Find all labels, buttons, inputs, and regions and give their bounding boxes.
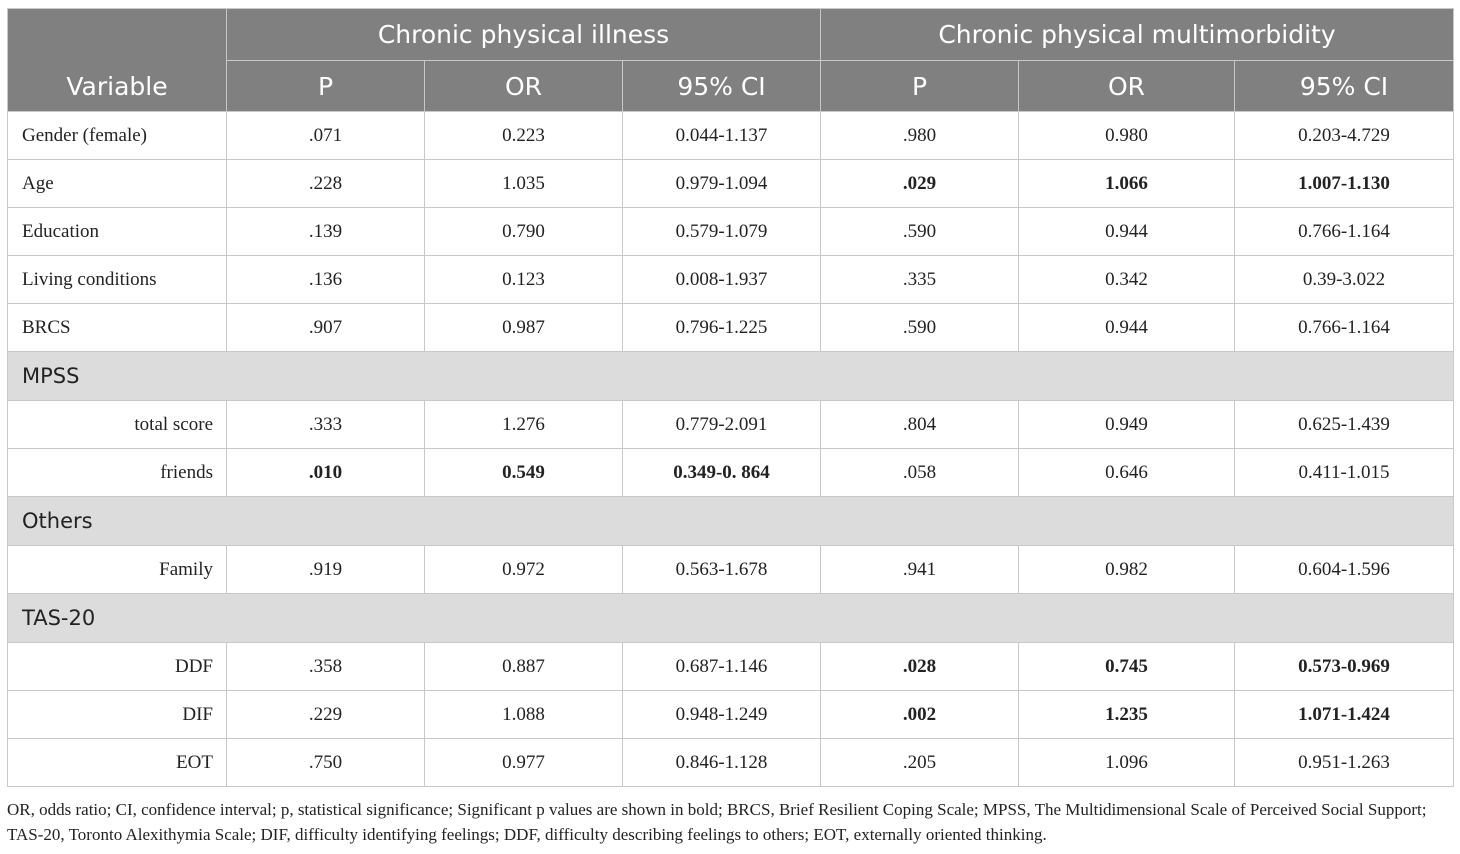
cell-p-illness: .139 bbox=[227, 208, 425, 256]
cell-or-multi: 0.982 bbox=[1019, 546, 1235, 594]
row-label: friends bbox=[8, 449, 227, 497]
cell-p-multi: .002 bbox=[821, 691, 1019, 739]
cell-ci-multi: 0.766-1.164 bbox=[1235, 304, 1454, 352]
cell-or-illness: 0.223 bbox=[425, 112, 623, 160]
cell-ci-illness: 0.687-1.146 bbox=[623, 643, 821, 691]
results-table bbox=[7, 8, 1454, 787]
variable-header: Variable bbox=[8, 9, 227, 112]
col-header-p: P bbox=[821, 61, 1019, 112]
cell-or-illness: 0.790 bbox=[425, 208, 623, 256]
cell-ci-multi: 0.203-4.729 bbox=[1235, 112, 1454, 160]
cell-ci-multi: 0.411-1.015 bbox=[1235, 449, 1454, 497]
cell-ci-illness: 0.008-1.937 bbox=[623, 256, 821, 304]
col-header-or: OR bbox=[425, 61, 623, 112]
cell-or-multi: 0.944 bbox=[1019, 304, 1235, 352]
row-label: Education bbox=[8, 208, 227, 256]
cell-or-illness: 0.549 bbox=[425, 449, 623, 497]
cell-ci-illness: 0.044-1.137 bbox=[623, 112, 821, 160]
group-header-illness: Chronic physical illness bbox=[227, 9, 821, 61]
section-label-others: Others bbox=[8, 497, 1454, 546]
table-row bbox=[8, 304, 1454, 352]
cell-p-multi: .980 bbox=[821, 112, 1019, 160]
cell-p-multi: .804 bbox=[821, 401, 1019, 449]
table-row bbox=[8, 691, 1454, 739]
cell-or-illness: 0.977 bbox=[425, 739, 623, 787]
cell-ci-multi: 0.625-1.439 bbox=[1235, 401, 1454, 449]
cell-p-multi: .590 bbox=[821, 304, 1019, 352]
row-label: BRCS bbox=[8, 304, 227, 352]
cell-or-multi: 0.980 bbox=[1019, 112, 1235, 160]
cell-p-multi: .029 bbox=[821, 160, 1019, 208]
section-row bbox=[8, 352, 1454, 401]
table-body bbox=[8, 112, 1454, 787]
results-table-container bbox=[7, 8, 1453, 787]
row-label: Gender (female) bbox=[8, 112, 227, 160]
table-row bbox=[8, 643, 1454, 691]
table-row bbox=[8, 449, 1454, 497]
row-label: EOT bbox=[8, 739, 227, 787]
cell-or-illness: 1.035 bbox=[425, 160, 623, 208]
section-label-mpss: MPSS bbox=[8, 352, 1454, 401]
cell-ci-illness: 0.349-0. 864 bbox=[623, 449, 821, 497]
row-label: DDF bbox=[8, 643, 227, 691]
col-header-ci: 95% CI bbox=[623, 61, 821, 112]
cell-p-illness: .358 bbox=[227, 643, 425, 691]
cell-ci-illness: 0.846-1.128 bbox=[623, 739, 821, 787]
cell-or-illness: 1.088 bbox=[425, 691, 623, 739]
row-label: Living conditions bbox=[8, 256, 227, 304]
cell-p-multi: .205 bbox=[821, 739, 1019, 787]
cell-ci-illness: 0.796-1.225 bbox=[623, 304, 821, 352]
cell-p-illness: .333 bbox=[227, 401, 425, 449]
cell-or-multi: 0.342 bbox=[1019, 256, 1235, 304]
cell-or-illness: 0.123 bbox=[425, 256, 623, 304]
row-label: total score bbox=[8, 401, 227, 449]
col-header-p: P bbox=[227, 61, 425, 112]
table-row bbox=[8, 739, 1454, 787]
table-header bbox=[8, 9, 1454, 112]
cell-p-multi: .941 bbox=[821, 546, 1019, 594]
cell-or-multi: 0.646 bbox=[1019, 449, 1235, 497]
cell-ci-illness: 0.579-1.079 bbox=[623, 208, 821, 256]
table-row bbox=[8, 160, 1454, 208]
table-row bbox=[8, 112, 1454, 160]
cell-or-illness: 1.276 bbox=[425, 401, 623, 449]
col-header-ci: 95% CI bbox=[1235, 61, 1454, 112]
cell-ci-multi: 0.766-1.164 bbox=[1235, 208, 1454, 256]
cell-or-multi: 0.949 bbox=[1019, 401, 1235, 449]
table-footnote: OR, odds ratio; CI, confidence interval; p, statistical significance; Significant p values are shown in bold; BRCS, Brief Resilient Coping Scale; MPSS, The Multidimensional Scale of Perceived Social Support; TAS-20, Toronto Alexithymia Scale; DIF, difficulty identifying feelings; DDF, difficulty describing feelings to others; EOT, externally oriented thinking. bbox=[7, 800, 1427, 844]
table-row bbox=[8, 401, 1454, 449]
cell-p-multi: .335 bbox=[821, 256, 1019, 304]
cell-or-multi: 0.944 bbox=[1019, 208, 1235, 256]
cell-p-illness: .071 bbox=[227, 112, 425, 160]
cell-p-illness: .750 bbox=[227, 739, 425, 787]
cell-p-illness: .919 bbox=[227, 546, 425, 594]
cell-or-multi: 1.096 bbox=[1019, 739, 1235, 787]
cell-or-illness: 0.972 bbox=[425, 546, 623, 594]
table-row bbox=[8, 256, 1454, 304]
cell-ci-illness: 0.779-2.091 bbox=[623, 401, 821, 449]
cell-or-multi: 0.745 bbox=[1019, 643, 1235, 691]
table-row bbox=[8, 546, 1454, 594]
row-label: DIF bbox=[8, 691, 227, 739]
cell-or-illness: 0.887 bbox=[425, 643, 623, 691]
section-row bbox=[8, 594, 1454, 643]
cell-ci-multi: 0.573-0.969 bbox=[1235, 643, 1454, 691]
section-row bbox=[8, 497, 1454, 546]
table-row bbox=[8, 208, 1454, 256]
cell-ci-illness: 0.563-1.678 bbox=[623, 546, 821, 594]
cell-or-multi: 1.235 bbox=[1019, 691, 1235, 739]
cell-p-illness: .010 bbox=[227, 449, 425, 497]
cell-ci-multi: 0.951-1.263 bbox=[1235, 739, 1454, 787]
cell-p-illness: .907 bbox=[227, 304, 425, 352]
col-header-or: OR bbox=[1019, 61, 1235, 112]
section-label-tas20: TAS-20 bbox=[8, 594, 1454, 643]
cell-p-multi: .028 bbox=[821, 643, 1019, 691]
cell-ci-multi: 1.071-1.424 bbox=[1235, 691, 1454, 739]
cell-ci-multi: 1.007-1.130 bbox=[1235, 160, 1454, 208]
cell-p-multi: .590 bbox=[821, 208, 1019, 256]
group-header-multimorbidity: Chronic physical multimorbidity bbox=[821, 9, 1454, 61]
cell-p-multi: .058 bbox=[821, 449, 1019, 497]
cell-ci-illness: 0.979-1.094 bbox=[623, 160, 821, 208]
row-label: Age bbox=[8, 160, 227, 208]
cell-ci-multi: 0.39-3.022 bbox=[1235, 256, 1454, 304]
cell-ci-illness: 0.948-1.249 bbox=[623, 691, 821, 739]
cell-p-illness: .229 bbox=[227, 691, 425, 739]
cell-or-multi: 1.066 bbox=[1019, 160, 1235, 208]
cell-p-illness: .136 bbox=[227, 256, 425, 304]
cell-ci-multi: 0.604-1.596 bbox=[1235, 546, 1454, 594]
cell-p-illness: .228 bbox=[227, 160, 425, 208]
cell-or-illness: 0.987 bbox=[425, 304, 623, 352]
row-label: Family bbox=[8, 546, 227, 594]
